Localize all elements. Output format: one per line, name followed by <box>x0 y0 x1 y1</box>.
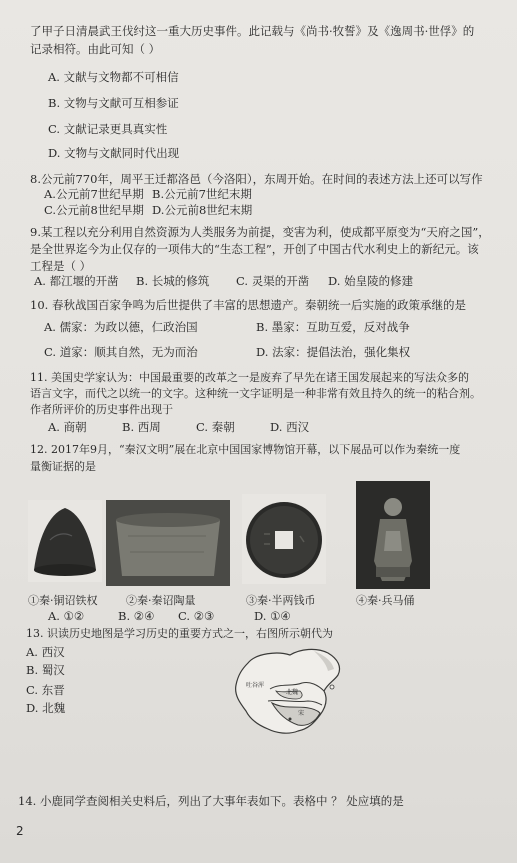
q8-option-a: A.公元前7世纪早期 <box>44 187 144 201</box>
q12-option-a: A. ①② <box>48 609 85 623</box>
q14-stem: 14. 小鹿同学查阅相关史料后，列出了大事年表如下。表格中 ？ 处应填的是 <box>18 794 404 808</box>
q13-stem: 13. 识读历史地图是学习历史的重要方式之一，右图所示朝代为 <box>26 627 333 640</box>
q9-option-d: D. 始皇陵的修建 <box>328 274 414 288</box>
q9-option-b: B. 长城的修筑 <box>136 274 210 288</box>
q11-option-d: D. 西汉 <box>270 420 310 434</box>
q11-line2: 语言文字，而代之以统一的文字。这种统一文字证明是一种非常有效且持久的统一的粘合剂。 <box>30 387 481 400</box>
q12-line2: 量衡证据的是 <box>30 460 96 473</box>
q11-line3: 作者所评价的历史事件出现于 <box>30 403 173 416</box>
q7-line1: 了甲子日清晨武王伐纣这一重大历史事件。此记载与《尚书·牧誓》及《逸周书·世俘》的 <box>30 24 475 38</box>
map-label-tuyuhun: 吐谷浑 <box>246 682 265 689</box>
q11-line1: 11. 美国史学家认为：中国最重要的改革之一是废弃了早先在诸王国发展起来的写法众多的 <box>30 371 469 384</box>
map-label-song: 宋 <box>298 710 305 717</box>
q13-option-a: A. 西汉 <box>26 645 65 659</box>
banliang-coin-image <box>242 494 326 584</box>
q10-option-d: D. 法家：提倡法治，强化集权 <box>256 345 411 359</box>
caption-2: ②秦·秦诏陶量 <box>126 594 196 607</box>
map-label-beiwei: 北魏 <box>286 689 299 696</box>
q8-option-d: D.公元前8世纪末期 <box>152 203 253 217</box>
q13-option-b: B. 蜀汉 <box>26 663 65 677</box>
q11-option-c: C. 秦朝 <box>196 420 235 434</box>
bronze-weight-image <box>28 500 102 582</box>
q12-option-c: C. ②③ <box>178 609 215 623</box>
caption-3: ③秦·半两钱币 <box>246 594 316 607</box>
q12-line1: 12. 2017年9月，“秦汉文明”展在北京中国国家博物馆开幕，以下展品可以作为秦统一度 <box>30 443 461 456</box>
q8-stem: 8.公元前770年，周平王迁都洛邑（今洛阳），东周开始。在时间的表述方法上还可以写作 <box>30 172 483 186</box>
q12-option-d: D. ①④ <box>254 609 291 623</box>
q7-option-c: C. 文献记录更具真实性 <box>48 122 168 136</box>
q11-option-a: A. 商朝 <box>48 420 87 434</box>
q9-line2: 是全世界迄今为止仅存的一项伟大的“生态工程”，开创了中国古代水利史上的新纪元。该 <box>30 242 479 256</box>
q9-line1: 9.某工程以充分利用自然资源为人类服务为前提，变害为利，使成都平原变为“天府之国”， <box>30 225 490 239</box>
q7-line2: 记录相符。由此可知（ ） <box>30 42 161 56</box>
q10-option-a: A. 儒家：为政以德，仁政治国 <box>44 320 198 334</box>
q9-option-a: A. 都江堰的开凿 <box>34 274 119 288</box>
q10-stem: 10. 春秋战国百家争鸣为后世提供了丰富的思想遗产。秦朝统一后实施的政策承继的是 <box>30 298 466 312</box>
q9-line3: 工程是（ ） <box>30 259 92 273</box>
q10-option-b: B. 墨家：互助互爱，反对战争 <box>256 320 410 334</box>
historical-map <box>228 643 348 739</box>
q7-option-d: D. 文物与文献同时代出现 <box>48 146 180 160</box>
page-number: 2 <box>16 824 24 838</box>
caption-4: ④秦·兵马俑 <box>356 594 415 607</box>
q12-option-b: B. ②④ <box>118 609 155 623</box>
q11-option-b: B. 西周 <box>122 420 161 434</box>
q8-option-c: C.公元前8世纪早期 <box>44 203 144 217</box>
q7-option-b: B. 文物与文献可互相参证 <box>48 96 179 110</box>
q10-option-c: C. 道家：顺其自然，无为而治 <box>44 345 198 359</box>
terracotta-warrior-image <box>356 481 430 589</box>
q13-option-c: C. 东晋 <box>26 683 65 697</box>
q7-option-a: A. 文献与文物都不可相信 <box>48 70 179 84</box>
caption-1: ①秦·铜诏铁权 <box>28 594 98 607</box>
q8-option-b: B.公元前7世纪末期 <box>152 187 252 201</box>
q9-option-c: C. 灵渠的开凿 <box>236 274 310 288</box>
q13-option-d: D. 北魏 <box>26 701 66 715</box>
pottery-measure-image <box>106 500 230 586</box>
